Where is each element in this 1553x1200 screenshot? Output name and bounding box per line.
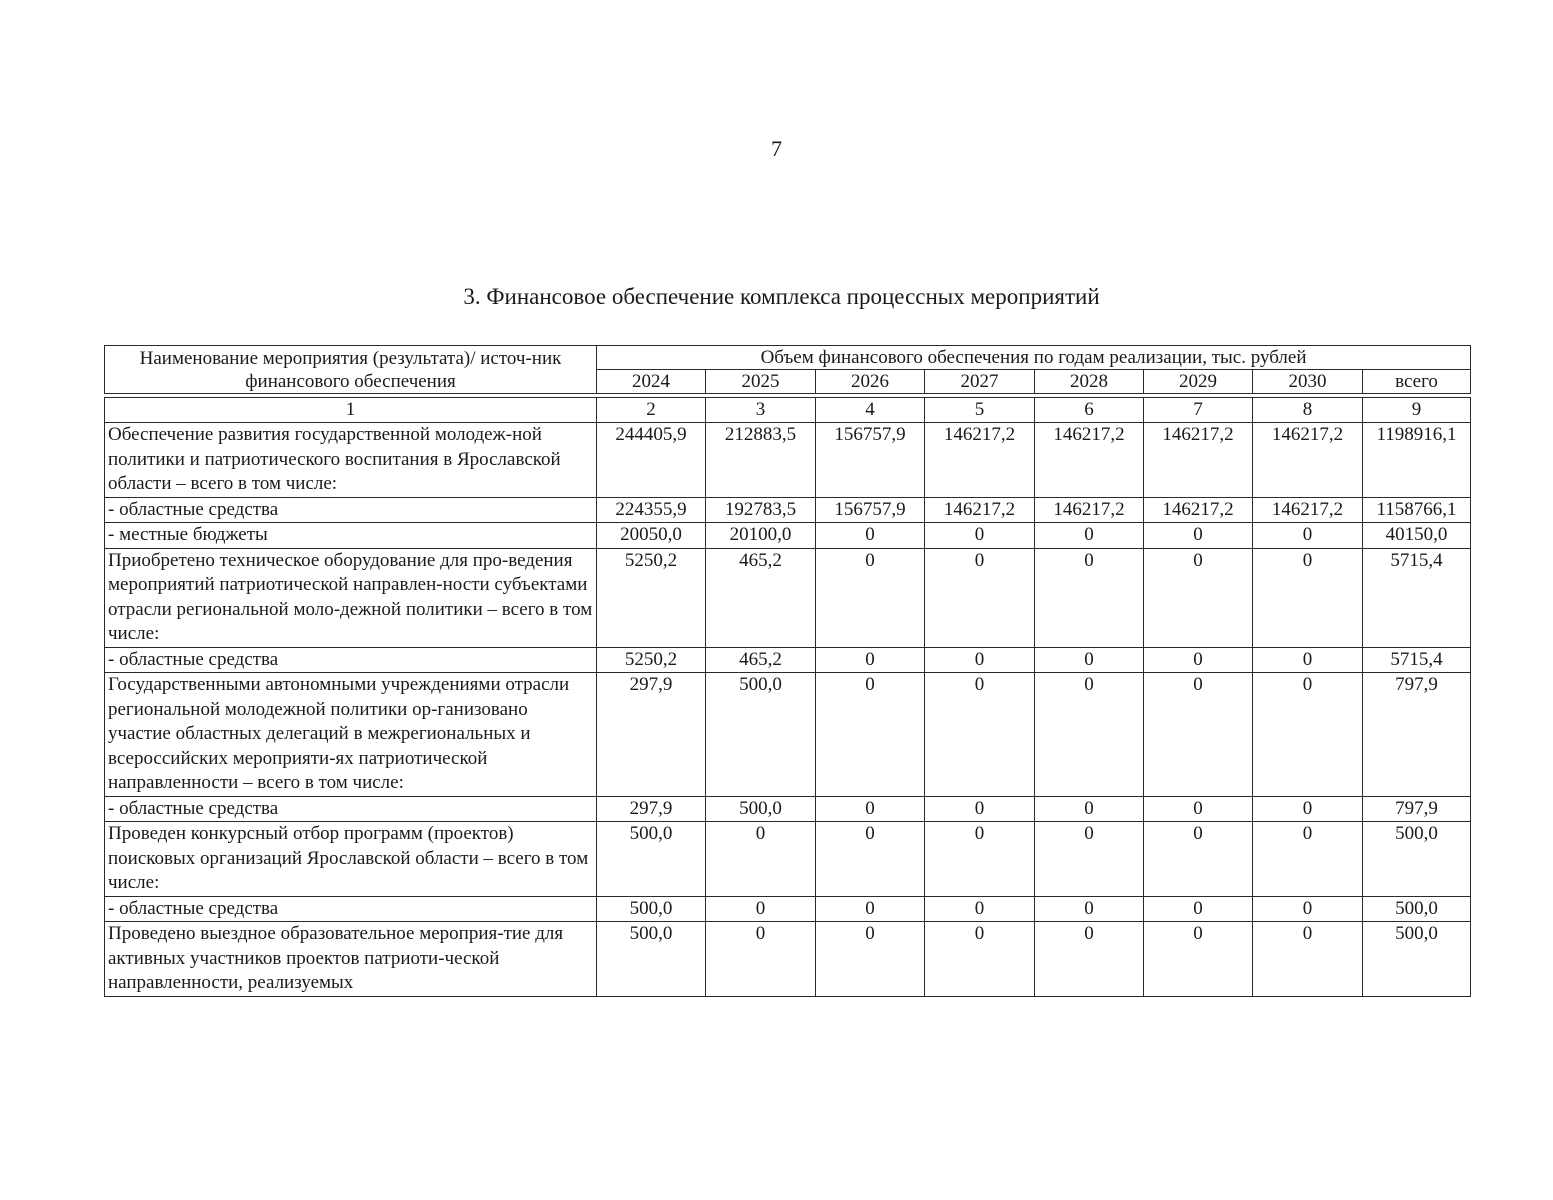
row-value-cell: 0	[1253, 548, 1363, 647]
column-number-cell: 1	[105, 398, 597, 423]
row-value-cell: 146217,2	[925, 423, 1035, 498]
table-row	[105, 922, 1471, 997]
row-value-cell: 0	[925, 896, 1035, 922]
row-value-cell: 0	[706, 822, 816, 897]
row-value-cell: 0	[925, 922, 1035, 997]
row-name-cell: Проведено выездное образовательное мероприя-тие для активных участников проектов патриоти-ческой направленности, реализуемых	[105, 922, 597, 997]
row-value-cell: 146217,2	[1253, 497, 1363, 523]
row-value-cell: 146217,2	[925, 497, 1035, 523]
row-value-cell: 0	[816, 647, 925, 673]
row-value-cell: 146217,2	[1253, 423, 1363, 498]
row-value-cell: 0	[1035, 896, 1144, 922]
column-number-cell: 3	[706, 398, 816, 423]
row-value-cell: 0	[1144, 822, 1253, 897]
row-value-cell: 5250,2	[597, 647, 706, 673]
column-number-cell: 6	[1035, 398, 1144, 423]
row-value-cell: 0	[1253, 896, 1363, 922]
row-value-cell: 0	[1144, 647, 1253, 673]
row-value-cell: 20100,0	[706, 523, 816, 549]
row-value-cell: 0	[816, 548, 925, 647]
year-header-cell: всего	[1363, 370, 1471, 394]
year-header-cell: 2026	[816, 370, 925, 394]
column-number-cell: 8	[1253, 398, 1363, 423]
row-name-cell: - областные средства	[105, 896, 597, 922]
row-value-cell: 0	[816, 822, 925, 897]
row-value-cell: 212883,5	[706, 423, 816, 498]
row-name-cell: Проведен конкурсный отбор программ (проектов) поисковых организаций Ярославской области – всего в том числе:	[105, 822, 597, 897]
row-value-cell: 0	[1253, 647, 1363, 673]
row-name-cell: - местные бюджеты	[105, 523, 597, 549]
row-value-cell: 146217,2	[1144, 497, 1253, 523]
row-value-cell: 0	[925, 647, 1035, 673]
row-name-cell: Обеспечение развития государственной молодеж-ной политики и патриотического воспитания в Ярославской области – всего в том числе:	[105, 423, 597, 498]
row-name-cell: - областные средства	[105, 796, 597, 822]
row-value-cell: 0	[816, 896, 925, 922]
name-column-header: Наименование мероприятия (результата)/ источ-ник финансового обеспечения	[105, 346, 597, 394]
table-row	[105, 673, 1471, 797]
row-value-cell: 297,9	[597, 673, 706, 797]
row-name-cell: - областные средства	[105, 647, 597, 673]
row-value-cell: 0	[1144, 922, 1253, 997]
row-name-cell: Государственными автономными учреждениями отрасли региональной молодежной политики ор-ганизовано участие областных делегаций в межрегиональных и всероссийских мероприяти-ях патриотической направленности – всего в том числе:	[105, 673, 597, 797]
column-number-cell: 9	[1363, 398, 1471, 423]
row-name-cell: - областные средства	[105, 497, 597, 523]
volume-caption-header: Объем финансового обеспечения по годам реализации, тыс. рублей	[597, 346, 1471, 370]
column-numbers-row	[105, 398, 1471, 423]
row-total-cell: 500,0	[1363, 822, 1471, 897]
row-value-cell: 156757,9	[816, 423, 925, 498]
row-total-cell: 5715,4	[1363, 548, 1471, 647]
year-header-cell: 2024	[597, 370, 706, 394]
row-value-cell: 0	[1144, 796, 1253, 822]
row-value-cell: 0	[1035, 922, 1144, 997]
row-value-cell: 192783,5	[706, 497, 816, 523]
table-body	[105, 394, 1471, 997]
row-total-cell: 797,9	[1363, 673, 1471, 797]
row-value-cell: 465,2	[706, 548, 816, 647]
row-value-cell: 0	[1144, 523, 1253, 549]
row-value-cell: 0	[816, 673, 925, 797]
row-name-cell: Приобретено техническое оборудование для про-ведения мероприятий патриотической направлен-ности субъектами отрасли региональной моло-дежной политики – всего в том числе:	[105, 548, 597, 647]
row-value-cell: 0	[1253, 922, 1363, 997]
row-value-cell: 0	[1144, 896, 1253, 922]
table-row	[105, 548, 1471, 647]
row-value-cell: 0	[1144, 548, 1253, 647]
row-value-cell: 0	[1035, 647, 1144, 673]
row-value-cell: 297,9	[597, 796, 706, 822]
year-header-cell: 2030	[1253, 370, 1363, 394]
year-header-cell: 2028	[1035, 370, 1144, 394]
row-value-cell: 244405,9	[597, 423, 706, 498]
table-row	[105, 896, 1471, 922]
row-value-cell: 0	[816, 922, 925, 997]
row-value-cell: 0	[925, 822, 1035, 897]
row-total-cell: 500,0	[1363, 896, 1471, 922]
row-value-cell: 146217,2	[1035, 423, 1144, 498]
column-number-cell: 2	[597, 398, 706, 423]
row-value-cell: 0	[706, 922, 816, 997]
financing-table	[104, 345, 1471, 997]
year-header-cell: 2025	[706, 370, 816, 394]
row-value-cell: 146217,2	[1035, 497, 1144, 523]
row-total-cell: 40150,0	[1363, 523, 1471, 549]
row-value-cell: 0	[1035, 796, 1144, 822]
year-header-cell: 2027	[925, 370, 1035, 394]
row-value-cell: 0	[706, 896, 816, 922]
table-row	[105, 796, 1471, 822]
table-row	[105, 423, 1471, 498]
row-total-cell: 1158766,1	[1363, 497, 1471, 523]
row-value-cell: 0	[1253, 822, 1363, 897]
row-value-cell: 500,0	[597, 922, 706, 997]
row-value-cell: 0	[1253, 673, 1363, 797]
year-header-cell: 2029	[1144, 370, 1253, 394]
row-value-cell: 0	[1253, 796, 1363, 822]
table-header	[105, 346, 1471, 394]
column-number-cell: 5	[925, 398, 1035, 423]
row-value-cell: 156757,9	[816, 497, 925, 523]
row-total-cell: 5715,4	[1363, 647, 1471, 673]
row-value-cell: 20050,0	[597, 523, 706, 549]
page-number: 7	[771, 136, 782, 161]
row-value-cell: 146217,2	[1144, 423, 1253, 498]
row-value-cell: 0	[1035, 822, 1144, 897]
table-row	[105, 647, 1471, 673]
row-value-cell: 0	[925, 523, 1035, 549]
row-value-cell: 0	[1035, 548, 1144, 647]
table-row	[105, 822, 1471, 897]
row-value-cell: 0	[925, 548, 1035, 647]
table-row	[105, 497, 1471, 523]
column-number-cell: 4	[816, 398, 925, 423]
row-total-cell: 500,0	[1363, 922, 1471, 997]
row-total-cell: 1198916,1	[1363, 423, 1471, 498]
row-value-cell: 5250,2	[597, 548, 706, 647]
section-title: 3. Финансовое обеспечение комплекса процессных мероприятий	[463, 284, 1100, 309]
row-value-cell: 500,0	[597, 896, 706, 922]
row-value-cell: 0	[925, 673, 1035, 797]
table-row	[105, 523, 1471, 549]
row-value-cell: 0	[816, 796, 925, 822]
row-value-cell: 0	[925, 796, 1035, 822]
row-value-cell: 465,2	[706, 647, 816, 673]
row-total-cell: 797,9	[1363, 796, 1471, 822]
row-value-cell: 0	[1253, 523, 1363, 549]
row-value-cell: 224355,9	[597, 497, 706, 523]
row-value-cell: 0	[1035, 673, 1144, 797]
column-number-cell: 7	[1144, 398, 1253, 423]
row-value-cell: 0	[816, 523, 925, 549]
row-value-cell: 0	[1035, 523, 1144, 549]
row-value-cell: 500,0	[597, 822, 706, 897]
row-value-cell: 500,0	[706, 796, 816, 822]
row-value-cell: 500,0	[706, 673, 816, 797]
row-value-cell: 0	[1144, 673, 1253, 797]
